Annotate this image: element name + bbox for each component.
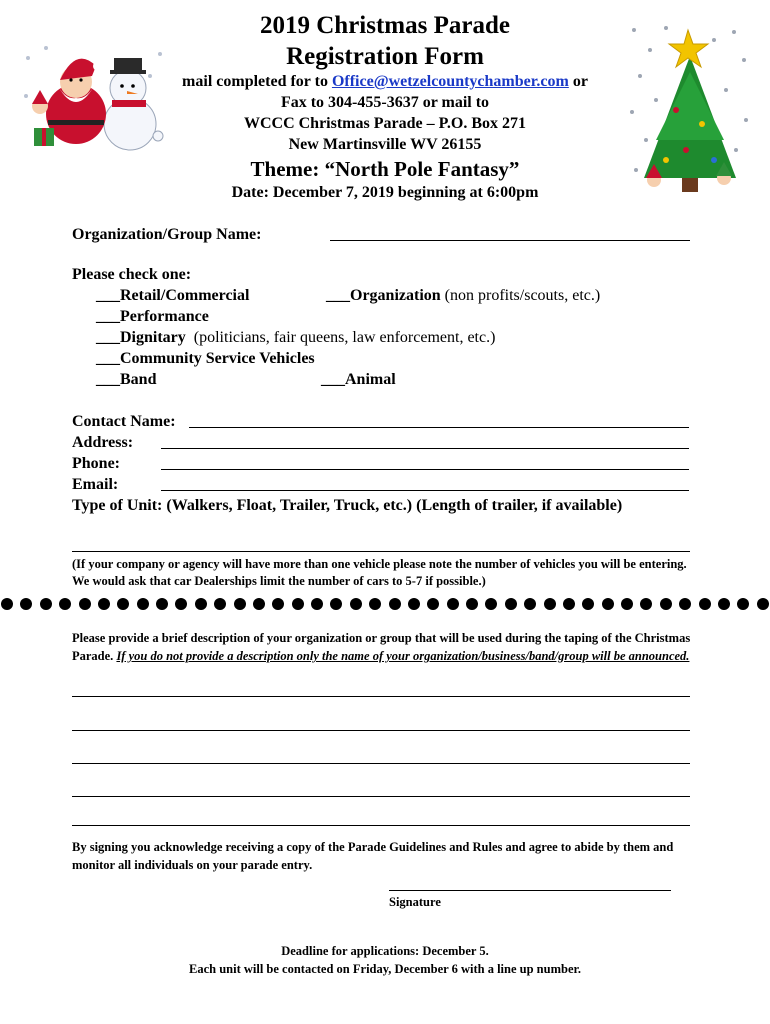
email-field[interactable] <box>161 490 689 491</box>
phone-label: Phone: <box>72 455 120 472</box>
unit-type-label: Type of Unit: (Walkers, Float, Trailer, Truck, etc.) (Length of trailer, if available) <box>72 497 623 514</box>
description-prompt <box>72 629 692 665</box>
option-blank[interactable]: ___ <box>321 371 345 388</box>
option-label: Dignitary <box>120 329 186 346</box>
option-blank[interactable]: ___ <box>96 350 120 367</box>
option-blank[interactable]: ___ <box>326 287 350 304</box>
option-band[interactable] <box>96 370 156 390</box>
option-label: Retail/Commercial <box>120 287 250 304</box>
option-label: Performance <box>120 308 209 325</box>
option-community-service[interactable] <box>96 349 315 369</box>
address-field[interactable] <box>161 448 689 449</box>
address-line2: New Martinsville WV 26155 <box>288 136 482 153</box>
option-label: Community Service Vehicles <box>120 350 315 367</box>
address-line1: WCCC Christmas Parade – P.O. Box 271 <box>243 115 527 132</box>
email-link[interactable]: Office@wetzelcountychamber.com <box>331 73 569 90</box>
theme-line: Theme: “North Pole Fantasy” <box>250 157 520 181</box>
option-dignitary[interactable] <box>96 328 495 348</box>
date-line: Date: December 7, 2019 beginning at 6:00pm <box>231 184 539 201</box>
option-animal[interactable] <box>321 370 396 390</box>
contact-name-field[interactable] <box>189 427 689 428</box>
dotted-divider <box>0 597 770 611</box>
email-line <box>0 72 770 92</box>
check-heading: Please check one: <box>72 266 192 283</box>
description-line-4[interactable] <box>72 796 690 797</box>
description-line-1[interactable] <box>72 696 690 697</box>
unit-type-field[interactable] <box>72 551 690 552</box>
option-note: (non profits/scouts, etc.) <box>440 287 601 304</box>
option-organization[interactable] <box>326 286 600 306</box>
option-label: Organization <box>350 287 441 304</box>
option-label: Band <box>120 371 157 388</box>
org-name-field[interactable] <box>330 240 690 241</box>
agreement-text: By signing you acknowledge receiving a copy of the Parade Guidelines and Rules and agree to abide by them and monitor all individuals on your parade entry. <box>72 840 674 872</box>
option-blank[interactable]: ___ <box>96 308 120 325</box>
email-prefix: mail completed for to <box>182 73 332 90</box>
form-title-line1: 2019 Christmas Parade <box>260 12 510 39</box>
option-label: Animal <box>345 371 396 388</box>
description-text: Please provide a brief description of your organization or group that will be used during the taping of the Christmas Parade. <box>72 631 691 663</box>
description-line-5[interactable] <box>72 825 690 826</box>
option-retail[interactable] <box>96 286 249 306</box>
description-line-2[interactable] <box>72 730 690 731</box>
description-line-3[interactable] <box>72 763 690 764</box>
option-blank[interactable]: ___ <box>96 371 120 388</box>
email-suffix: or <box>568 73 588 90</box>
phone-field[interactable] <box>161 469 689 470</box>
deadline-line: Deadline for applications: December 5. <box>281 944 489 958</box>
option-blank[interactable]: ___ <box>96 329 120 346</box>
form-title-line2: Registration Form <box>286 43 484 70</box>
option-performance[interactable] <box>96 307 209 327</box>
signature-label: Signature <box>389 895 441 909</box>
contact-name-label: Contact Name: <box>72 413 176 430</box>
fax-line: Fax to 304-455-3637 or mail to <box>280 94 490 111</box>
option-blank[interactable]: ___ <box>96 287 120 304</box>
email-label: Email: <box>72 476 119 493</box>
address-label: Address: <box>72 434 134 451</box>
org-name-label: Organization/Group Name: <box>72 226 262 243</box>
lineup-contact-line: Each unit will be contacted on Friday, December 6 with a line up number. <box>188 962 582 976</box>
vehicle-note: (If your company or agency will have more than one vehicle please note the number of vehicles you will be entering. We would ask that car Dealerships limit the number of cars to 5-7 if possible.) <box>72 557 687 588</box>
signature-field[interactable] <box>389 890 671 891</box>
description-warning: If you do not provide a description only the name of your organization/business/band/group will be announced. <box>116 649 690 663</box>
option-note: (politicians, fair queens, law enforcement, etc.) <box>185 329 496 346</box>
